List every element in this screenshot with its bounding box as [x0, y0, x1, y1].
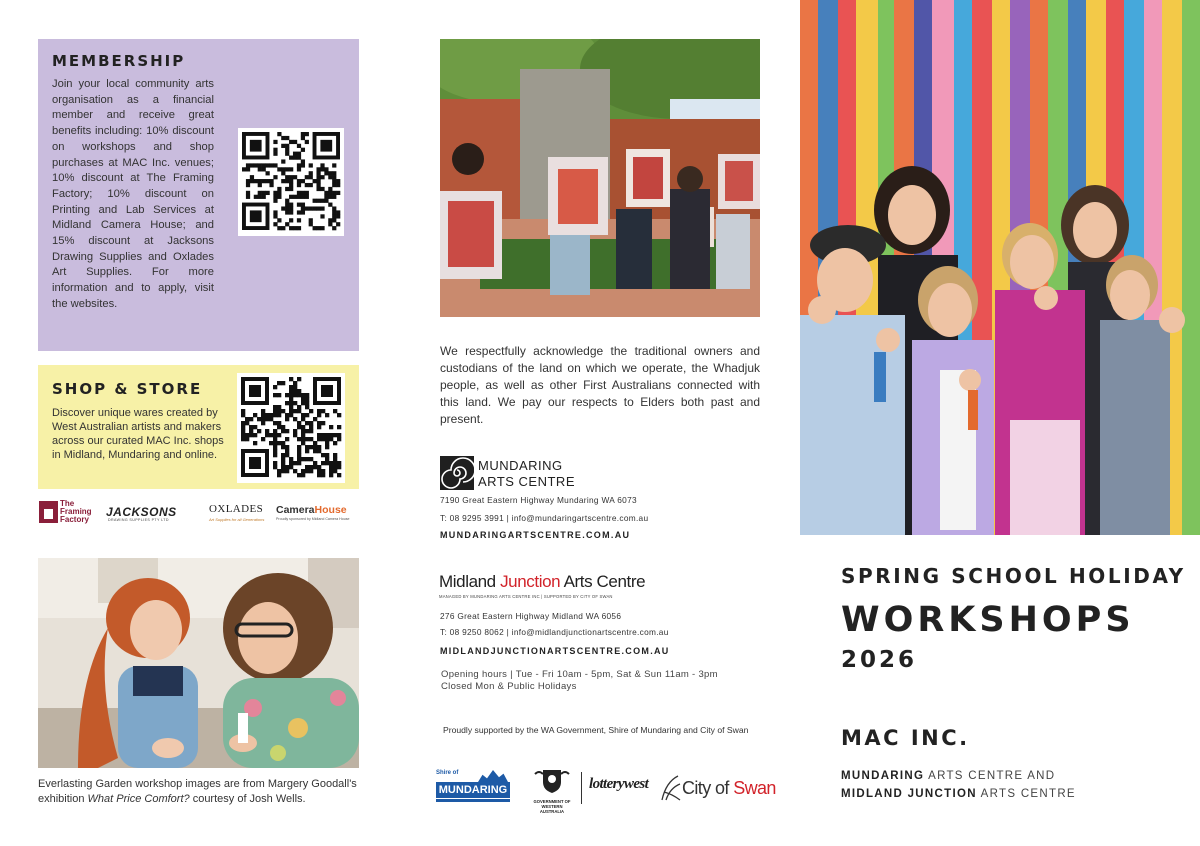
- logo-divider: [581, 772, 582, 804]
- venue-line-1: MUNDARING ARTS CENTRE AND: [841, 770, 1056, 782]
- mundaring-website-link[interactable]: MUNDARINGARTSCENTRE.COM.AU: [440, 530, 631, 540]
- mundaring-arts-centre-logo[interactable]: MUNDARING ARTS CENTRE: [440, 456, 580, 492]
- camera-house-logo: CameraHouse Proudly sponsored by Midland Camera House: [276, 504, 350, 521]
- membership-qr-code[interactable]: [238, 128, 344, 236]
- venue-line-2: MIDLAND JUNCTION ARTS CENTRE: [841, 788, 1076, 800]
- mundaring-address: 7190 Great Eastern Highway Mundaring WA 6073: [440, 495, 637, 505]
- midland-contact[interactable]: T: 08 9250 8062 | info@midlandjunctionartscentre.com.au: [440, 627, 669, 637]
- cover-title: WORKSHOPS: [841, 600, 1135, 640]
- midland-junction-logo[interactable]: Midland Junction Arts Centre MANAGED BY MUNDARING ARTS CENTRE INC | SUPPORTED BY CITY OF SWAN: [439, 572, 646, 599]
- shop-panel: [38, 365, 359, 489]
- shire-of-mundaring-logo: Shire of MUNDARING: [436, 770, 510, 806]
- children-bracelets-photo: [800, 0, 1200, 535]
- closed-days: Closed Mon & Public Holidays: [441, 681, 577, 692]
- lotterywest-logo: lotterywest: [589, 776, 649, 792]
- cover-subtitle: SPRING SCHOOL HOLIDAY: [841, 564, 1186, 588]
- city-of-swan-logo: City of Swan: [660, 774, 772, 804]
- framing-factory-logo: The Framing Factory: [39, 500, 99, 526]
- cover-year: 2026: [841, 647, 918, 673]
- shop-qr-code[interactable]: [237, 373, 345, 483]
- photo-caption: Everlasting Garden workshop images are from Margery Goodall's exhibition What Price Comfort? courtesy of Josh Wells.: [38, 778, 357, 805]
- membership-panel: [38, 39, 359, 351]
- workshop-photo: [38, 558, 359, 768]
- opening-hours: Opening hours | Tue - Fri 10am - 5pm, Sat & Sun 11am - 3pm: [441, 669, 718, 680]
- support-statement: Proudly supported by the WA Government, Shire of Mundaring and City of Swan: [443, 725, 749, 735]
- acknowledgement-text: We respectfully acknowledge the traditional owners and custodians of the land on which we operate, the Whadjuk people, as well as other First Australians connected with this land. We pay our respects to Elders both past and present.: [440, 344, 760, 426]
- membership-heading: MEMBERSHIP: [52, 52, 186, 70]
- spiral-icon: [440, 456, 474, 490]
- jacksons-logo: JACKSONS DRAWING SUPPLIES PTY LTD: [106, 505, 177, 522]
- membership-body: Join your local community arts organisation as a financial member and receive great benefits including: 10% discount on workshops and shop purchases at MAC Inc. venues; 10% discount at The Framing Factory; 10% discount on Printing and Lab Services at Midland Camera House; and 15% discount at Jacksons Drawing Supplies and Oxlades Art Supplies. For more information and to apply, visit the websites.: [52, 78, 214, 310]
- mundaring-contact[interactable]: T: 08 9295 3991 | info@mundaringartscentre.com.au: [440, 513, 649, 523]
- shop-body: Discover unique wares created by West Australian artists and makers across our curated MAC Inc. shops in Midland, Mundaring and online.: [52, 407, 224, 461]
- swan-icon: [660, 774, 682, 802]
- crest-icon: [531, 768, 573, 794]
- organisation-name: MAC INC.: [841, 726, 970, 750]
- midland-address: 276 Great Eastern Highway Midland WA 6056: [440, 611, 622, 621]
- wa-government-logo: GOVERNMENT OF WESTERN AUSTRALIA: [531, 768, 573, 808]
- tree-group-photo: [440, 39, 760, 317]
- midland-website-link[interactable]: MIDLANDJUNCTIONARTSCENTRE.COM.AU: [440, 646, 670, 656]
- oxlades-logo: OXLADES Art Supplies for all Generations: [209, 503, 265, 522]
- shop-heading: SHOP & STORE: [52, 380, 203, 398]
